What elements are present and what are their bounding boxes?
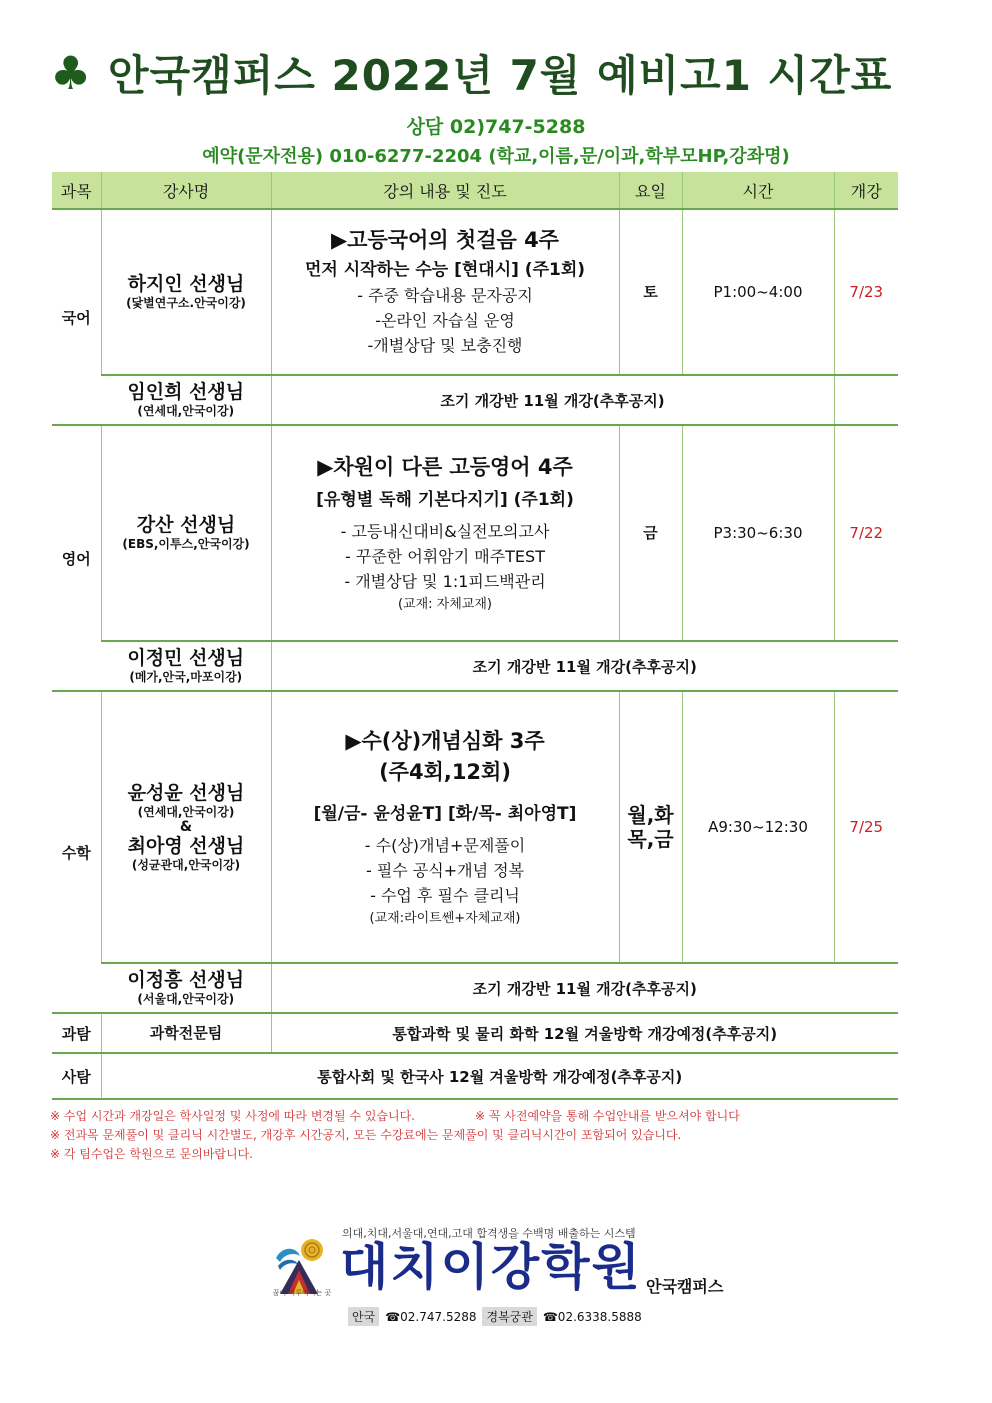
footnotes: [50, 1107, 930, 1164]
header-open: 개강: [834, 172, 898, 209]
table-row: [52, 963, 898, 1013]
teacher-name: 하지인 선생님: [127, 273, 245, 296]
teacher-affiliation: (메가,안국,마포이강): [129, 670, 243, 685]
textbook-note: (교재: 자체교재): [397, 596, 492, 612]
course-detail: -온라인 자습실 운영: [375, 310, 515, 330]
footnote-text: ※ 전과목 문제풀이 및 클리닉 시간별도, 개강후 시간공지, 모든 수강료에는 문제풀이 및 클리닉시간이 포함되어 있습니다.: [50, 1128, 682, 1142]
course-detail: -개별상담 및 보충진행: [367, 335, 523, 355]
course-detail: - 주중 학습내용 문자공지: [357, 286, 533, 306]
subject-korean: 국어: [52, 209, 101, 425]
teacher-affiliation: (연세대,안국이강): [137, 404, 235, 419]
teacher-affiliation: (성균관대,안국이강): [131, 857, 241, 872]
table-row: [52, 425, 898, 641]
academy-tagline: 의대,치대,서울대,연대,고대 합격생을 수백명 배출하는 시스템: [342, 1227, 636, 1240]
campus-name: 안국캠퍼스: [646, 1277, 724, 1296]
class-time: A9:30~12:30: [682, 691, 834, 963]
teacher-affiliation: (닻별연구소.안국이강): [126, 296, 246, 311]
club-icon: ♣: [50, 46, 92, 100]
table-row: [52, 375, 898, 425]
subject-english: 영어: [52, 425, 101, 691]
open-date: 7/25: [834, 691, 898, 963]
early-class-notice: 조기 개강반 11월 개강(추후공지): [271, 375, 834, 425]
subject-science: 과탐: [52, 1013, 101, 1053]
early-class-notice: 조기 개강반 11월 개강(추후공지): [271, 963, 898, 1013]
course-detail: - 고등내신대비&실전모의고사: [340, 522, 550, 542]
page-header: [50, 38, 950, 108]
class-day: 금: [619, 425, 682, 641]
teacher-affiliation: (연세대,안국이강): [137, 804, 235, 819]
course-detail: - 필수 공식+개념 정복: [365, 860, 525, 880]
social-notice: 통합사회 및 한국사 12월 겨울방학 개강예정(추후공지): [101, 1053, 898, 1099]
reservation-info: 예약(문자전용) 010-6277-2204 (학교,이름,문/이과,학부모HP,강좌명): [202, 146, 790, 167]
course-title: ▶차원이 다른 고등영어 4주: [317, 454, 573, 479]
teacher-name: 윤성윤 선생님: [127, 781, 245, 804]
teacher-affiliation: (서울대,안국이강): [137, 992, 235, 1007]
table-row: [52, 1013, 898, 1053]
course-cell: [271, 691, 619, 963]
subject-math: 수학: [52, 691, 101, 1013]
teacher-name: 이정민 선생님: [127, 647, 245, 670]
course-detail: - 꾸준한 어휘암기 매주TEST: [345, 547, 545, 567]
ampersand: &: [179, 819, 193, 835]
teacher-name: 강산 선생님: [136, 514, 236, 537]
course-title-sessions: (주4회,12회): [379, 760, 511, 785]
class-day-line: 월,화: [627, 803, 674, 827]
academy-logo: [270, 1222, 750, 1332]
course-detail: - 수업 후 필수 클리닉: [370, 885, 520, 905]
table-row: [52, 641, 898, 691]
teacher-cell: [101, 641, 271, 691]
teacher-cell: [101, 425, 271, 641]
science-notice: 통합과학 및 물리 화학 12월 겨울방학 개강예정(추후공지): [271, 1013, 898, 1053]
footnote: [50, 1107, 930, 1126]
branch-phone: ☎02.6338.5888: [542, 1309, 642, 1324]
branch-label: 경복궁관: [482, 1307, 536, 1326]
header-subject: 과목: [52, 172, 101, 209]
teacher-name: 과학전문팀: [101, 1013, 271, 1053]
footnote-text: ※ 수업 시간과 개강일은 학사일정 및 사정에 따라 변경될 수 있습니다.: [50, 1109, 415, 1123]
course-detail: - 개별상담 및 1:1피드백관리: [344, 571, 546, 591]
table-row: [52, 1053, 898, 1099]
branch-phone: ☎02.747.5288: [385, 1309, 477, 1324]
teacher-name: 최아영 선생님: [127, 835, 245, 857]
course-cell: [271, 209, 619, 375]
textbook-note: (교재:라이트쎈+자체교재): [369, 910, 521, 926]
footnote: [50, 1126, 930, 1145]
empty-cell: [834, 375, 898, 425]
class-time: P1:00~4:00: [682, 209, 834, 375]
course-cell: [271, 425, 619, 641]
early-class-notice: 조기 개강반 11월 개강(추후공지): [271, 641, 898, 691]
table-row: [52, 209, 898, 375]
open-date: 7/22: [834, 425, 898, 641]
course-subtitle: [유형별 독해 기본다지기] (주1회): [316, 490, 574, 511]
academy-name: 대치이강학원: [340, 1238, 642, 1296]
footnote-text: ※ 각 팀수업은 학원으로 문의바랍니다.: [50, 1147, 254, 1161]
teacher-cell: [101, 963, 271, 1013]
teacher-cell: [101, 375, 271, 425]
consult-phone: 상담 02)747-5288: [406, 116, 586, 138]
teacher-name: 임인희 선생님: [127, 381, 245, 404]
footnote: [50, 1145, 930, 1164]
course-subtitle: 먼저 시작하는 수능 [현대시] (주1회): [304, 259, 586, 280]
schedule-table: [52, 172, 898, 1100]
teacher-name: 이정흥 선생님: [127, 969, 245, 992]
course-subtitle: [월/금- 윤성윤T] [화/목- 최아영T]: [313, 803, 577, 824]
course-detail: - 수(상)개념+문제풀이: [364, 836, 526, 856]
header-teacher: 강사명: [101, 172, 271, 209]
subject-social: 사탐: [52, 1053, 101, 1099]
table-header-row: [52, 172, 898, 209]
class-day: [619, 691, 682, 963]
class-time: P3:30~6:30: [682, 425, 834, 641]
mark-caption: 꿈이 이루어지는 곳: [272, 1289, 332, 1297]
header-content: 강의 내용 및 진도: [271, 172, 619, 209]
course-title: ▶수(상)개념심화 3주: [345, 728, 545, 753]
teacher-cell: [101, 691, 271, 963]
teacher-cell: [101, 209, 271, 375]
table-row: [52, 691, 898, 963]
header-day: 요일: [619, 172, 682, 209]
teacher-affiliation: (EBS,이투스,안국이강): [122, 537, 250, 552]
open-date: 7/23: [834, 209, 898, 375]
header-time: 시간: [682, 172, 834, 209]
class-day-line: 목,금: [627, 827, 674, 851]
footnote-text: ※ 꼭 사전예약을 통해 수업안내를 받으셔야 합니다: [475, 1109, 740, 1123]
course-title: ▶고등국어의 첫걸음 4주: [331, 228, 559, 253]
academy-phones: [348, 1307, 642, 1326]
branch-label: 안국: [348, 1307, 379, 1326]
class-day: 토: [619, 209, 682, 375]
page-title: 안국캠퍼스 2022년 7월 예비고1 시간표: [108, 51, 893, 100]
